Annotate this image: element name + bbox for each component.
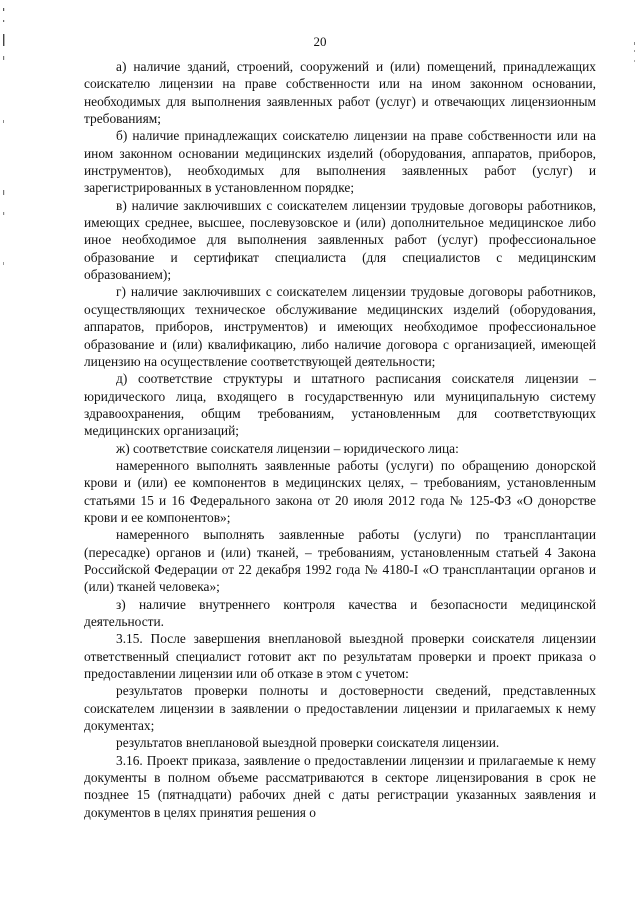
paragraph-d: д) соответствие структуры и штатного расписания соискателя лицензии – юридического лица, входящего в государственную или муниципальную систему здравоохранения, общим требованиям, установленным для соответствующих медицинских организаций; [84, 371, 596, 439]
paragraph-v: в) наличие заключивших с соискателем лицензии трудовые договоры работников, имеющих среднее, высшее, послевузовское и (или) дополнительное медицинское либо иное необходимое для выполнения заявленных работ (услуг) профессиональное образование и сертификат специалиста (для специалистов с медицинским образованием); [84, 197, 596, 283]
document-body [84, 58, 596, 821]
paragraph-zh: ж) соответствие соискателя лицензии – юридического лица: [116, 440, 459, 456]
paragraph-z: з) наличие внутреннего контроля качества и безопасности медицинской деятельности. [84, 596, 596, 629]
paragraph-zh-transplant: намеренного выполнять заявленные работы (услуги) по трансплантации (пересадке) органов и (или) тканей, – требованиям, установленным статьей 4 Закона Российской Федерации от 22 декабря 1992 года № 4180-I «О трансплантации органов и (или) тканей человека»; [84, 527, 596, 595]
paragraph-3-15-results-completeness: результатов проверки полноты и достоверности сведений, представленных соискателем лицензии в заявлении о предоставлении лицензии и прилагаемых к нему документах; [84, 683, 596, 734]
paragraph-b: б) наличие принадлежащих соискателю лицензии на праве собственности или на ином законном основании медицинских изделий (оборудования, аппаратов, приборов, инструментов), необходимых для выполнения заявленных работ (услуг) и зарегистрированных в установленном порядке; [84, 128, 596, 196]
paragraph-3-15-results-inspection: результатов внеплановой выездной проверки соискателя лицензии. [116, 735, 500, 751]
scan-margin-marks [0, 0, 12, 905]
paragraph-a: а) наличие зданий, строений, сооружений и (или) помещений, принадлежащих соискателю лицензии на праве собственности или на ином законном основании, необходимых для выполнения заявленных работ (услуг) и отвечающих лицензионным требованиям; [84, 59, 596, 127]
paragraph-3-15: 3.15. После завершения внеплановой выездной проверки соискателя лицензии ответственный специалист готовит акт по результатам проверки и проект приказа о предоставлении лицензии или об отказе в этом с учетом: [84, 631, 596, 682]
paragraph-3-16: 3.16. Проект приказа, заявление о предоставлении лицензии и прилагаемые к нему документы в полном объеме рассматриваются в секторе лицензирования в срок не позднее 15 (пятнадцати) рабочих дней с даты регистрации указанных заявления и документов в целях принятия решения о [84, 752, 596, 820]
page-number: 20 [313, 34, 327, 49]
paragraph-g: г) наличие заключивших с соискателем лицензии трудовые договоры работников, осуществляющих техническое обслуживание медицинских изделий (оборудования, аппаратов, приборов, инструментов) и имеющих необходимое профессиональное образование и (или) квалификацию, либо наличие договора с организацией, имеющей лицензию на осуществление соответствующей деятельности; [84, 284, 596, 369]
paragraph-zh-blood: намеренного выполнять заявленные работы (услуги) по обращению донорской крови и (или) ее компонентов в медицинских целях, – требованиям, установленным статьями 15 и 16 Федерального закона от 20 июля 2012 года № 125-ФЗ «О донорстве крови и ее компонентов»; [84, 457, 596, 525]
